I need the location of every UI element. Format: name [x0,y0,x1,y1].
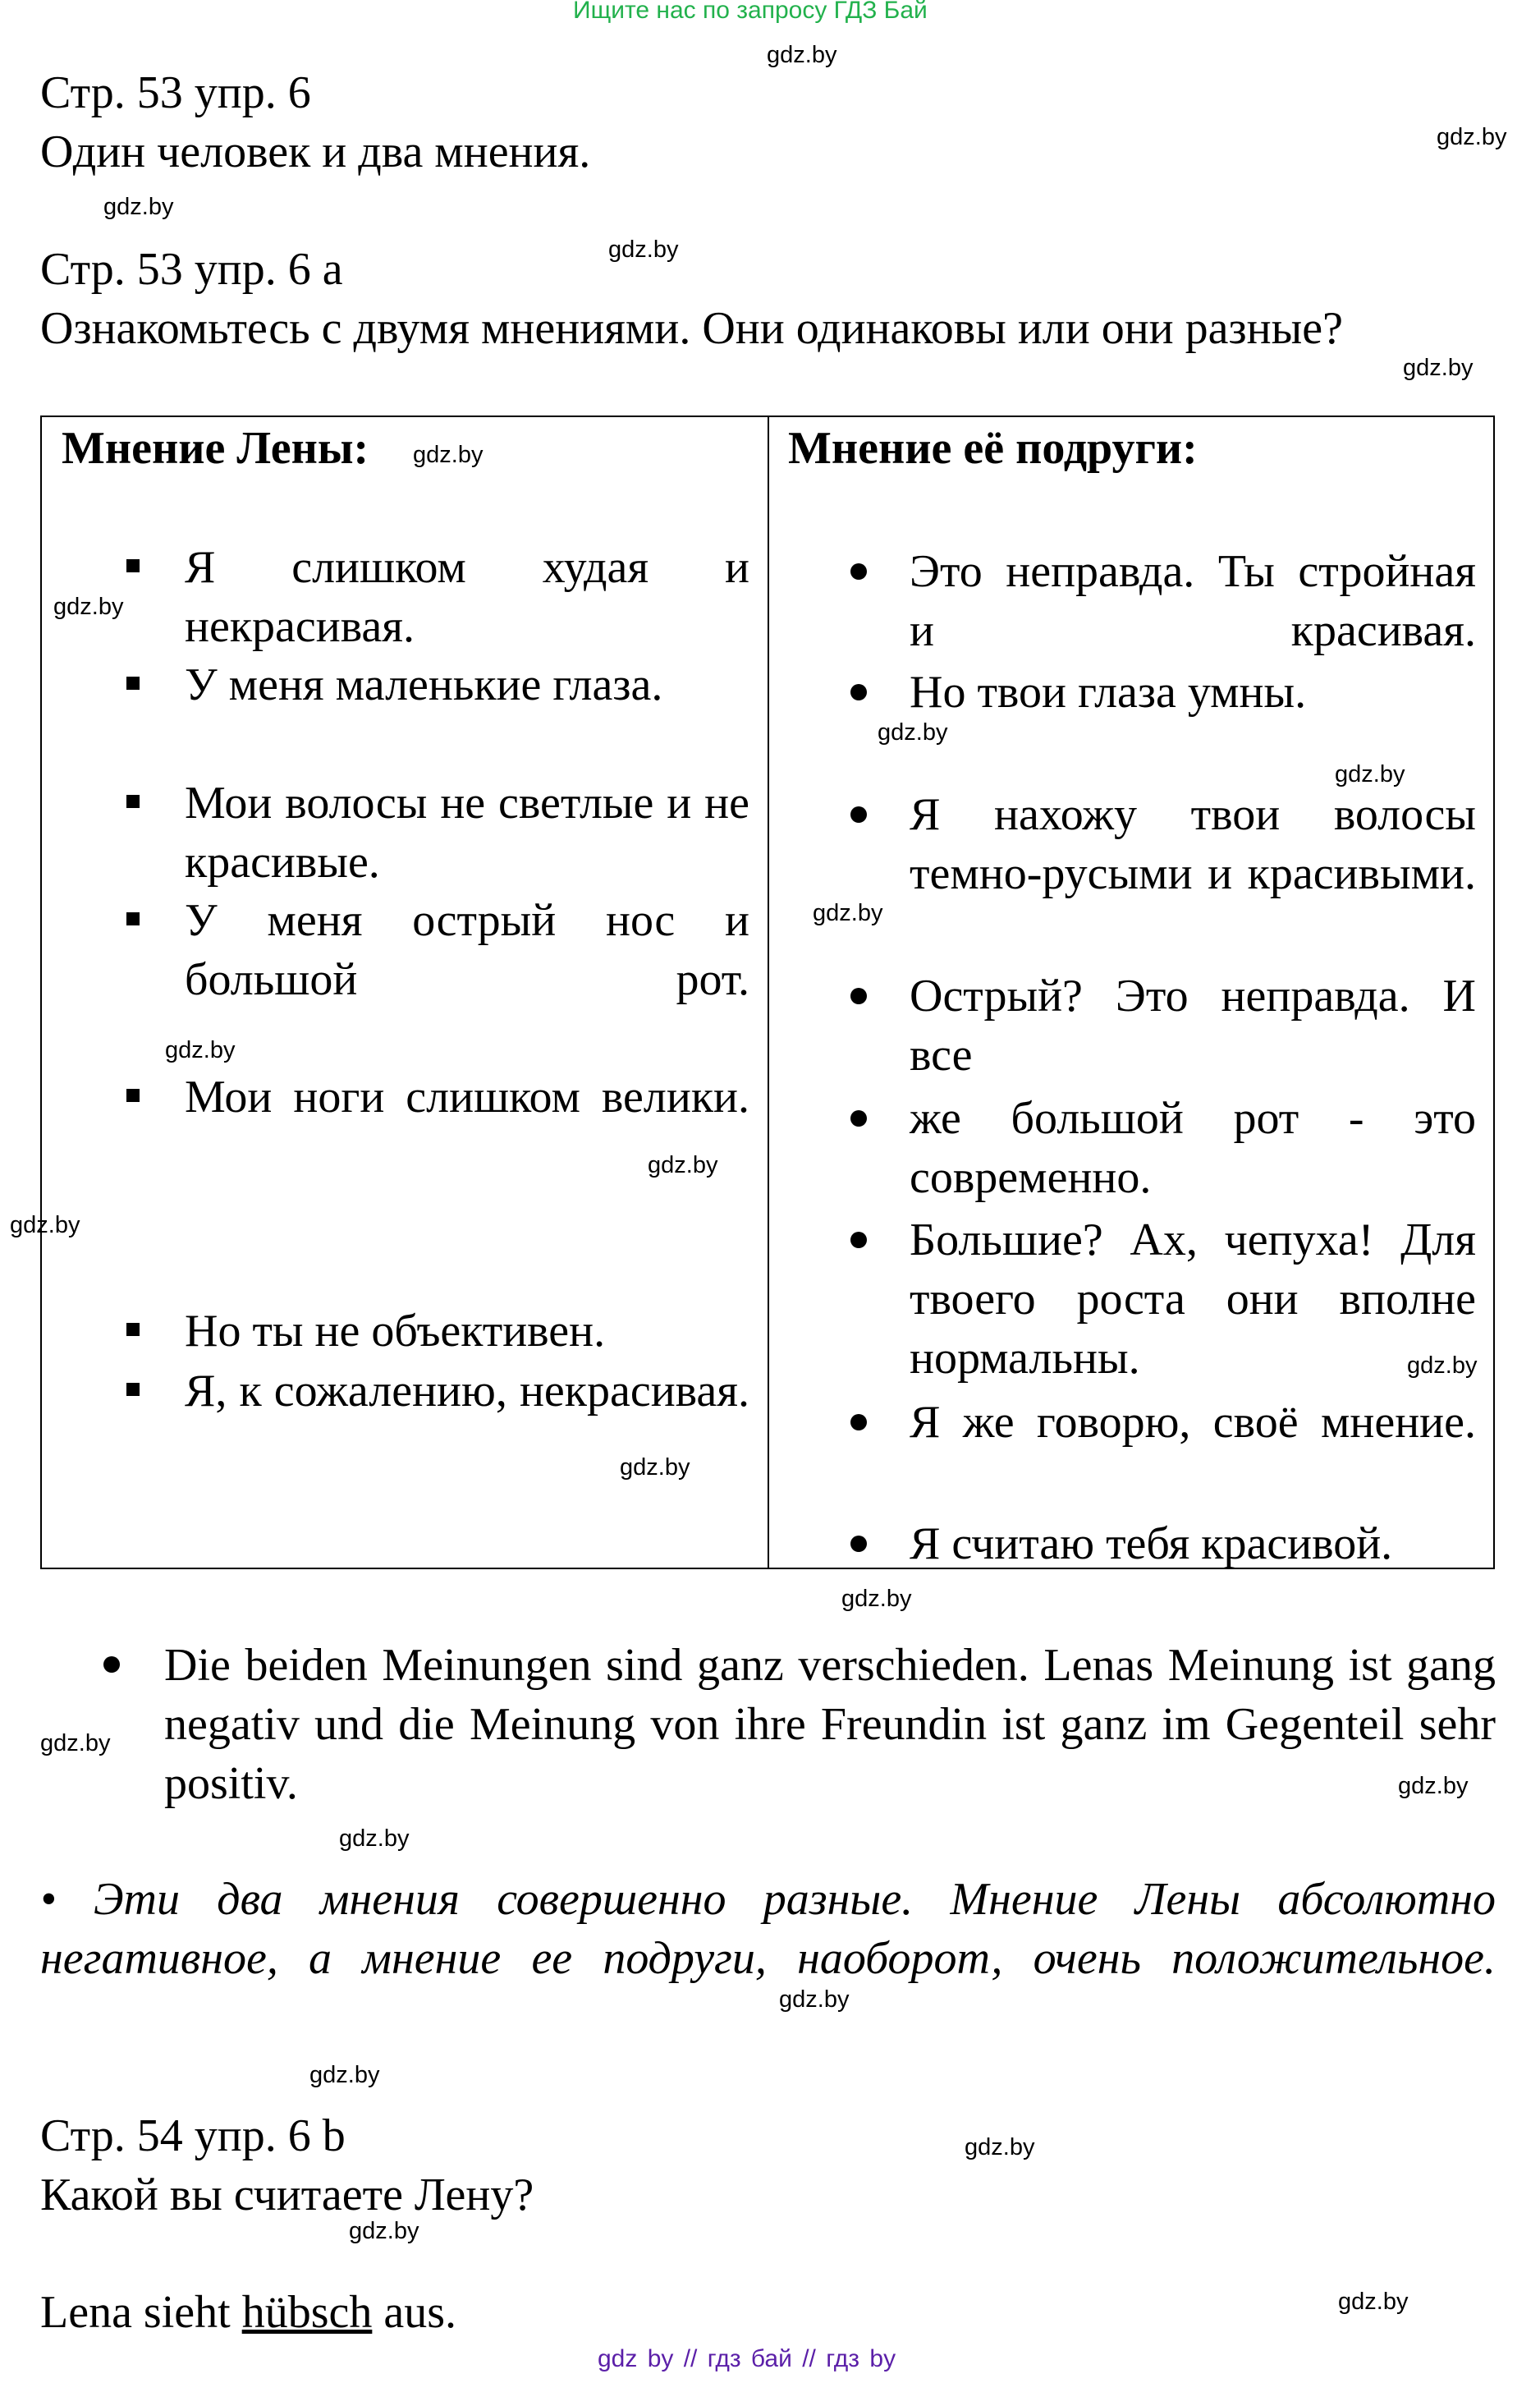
watermark: gdz.by [1335,761,1405,787]
top-banner: Ищите нас по запросу ГДЗ Бай [573,0,928,24]
bullet-dot-icon [103,1656,120,1673]
watermark: gdz.by [878,719,948,746]
exercise-6b-title: Стр. 54 упр. 6 b [40,2110,346,2161]
right-item-3: Я нахожу твои волосы темно-русыми и красивыми. [910,789,1476,899]
page-exercise-title: Стр. 53 упр. 6 [40,67,311,118]
exercise-6b-question: Какой вы считаете Лену? [40,2169,534,2220]
left-item-3: Мои волосы не светлые и не красивые. [185,778,749,888]
bullet-square-icon [126,1323,140,1336]
watermark: gdz.by [813,900,883,926]
bullet-dot-icon [850,806,867,823]
bullet-dot-icon [850,1536,867,1552]
left-item-7: Я, к сожалению, некрасивая. [185,1366,749,1416]
bottom-banner: gdz by // гдз бай // гдз by [598,2345,896,2372]
bullet-dot-icon [850,1232,867,1248]
bullet-dot-icon [850,684,867,700]
bullet-square-icon [126,795,140,808]
right-item-5: же большой рот - это современно. [910,1093,1476,1203]
right-item-4: Острый? Это неправда. И все [910,971,1476,1081]
watermark: gdz.by [1338,2289,1409,2315]
watermark: gdz.by [53,594,124,620]
left-item-2: У меня маленькие глаза. [185,659,663,710]
left-item-6: Но ты не объективен. [185,1306,606,1357]
final-answer-underlined: hübsch [241,2287,373,2338]
watermark: gdz.by [1407,1352,1478,1379]
watermark: gdz.by [1437,124,1507,150]
watermark: gdz.by [767,42,837,68]
final-answer [40,2283,456,2342]
exercise-6a-title: Стр. 53 упр. 6 a [40,244,343,295]
watermark: gdz.by [648,1152,718,1178]
bullet-dot-icon [850,1414,867,1430]
left-column-header: Мнение Лены: [62,423,369,474]
bullet-square-icon [126,677,140,690]
watermark: gdz.by [349,2218,419,2244]
left-item-4: У меня острый нос и большой рот. [185,895,749,1005]
right-item-7: Я же говорю, своё мнение. [910,1397,1476,1448]
bullet-dot-icon [850,988,867,1004]
final-answer-before: Lena sieht [40,2287,231,2338]
watermark: gdz.by [779,1986,850,2013]
exercise-6a-task: Ознакомьтесь с двумя мнениями. Они одинаковы или они разные? [40,303,1343,354]
bullet-dot-icon [850,563,867,580]
right-column-header: Мнение её подруги: [788,423,1198,474]
watermark: gdz.by [40,1730,111,1756]
right-item-2: Но твои глаза умны. [910,667,1307,718]
watermark: gdz.by [841,1586,912,1612]
final-answer-after: aus. [383,2287,456,2338]
left-item-1: Я слишком худая и некрасивая. [185,542,749,652]
watermark: gdz.by [620,1454,690,1481]
answer-russian: • Эти два мнения совершенно разные. Мнение Лены абсолютно негативное, а мнение ее подруги, наоборот, очень положительное. [40,1874,1496,1984]
bullet-square-icon [126,1383,140,1396]
table-divider [768,416,769,1569]
watermark: gdz.by [1403,355,1474,381]
exercise-subtitle: Один человек и два мнения. [40,126,591,177]
watermark: gdz.by [413,442,484,468]
watermark: gdz.by [608,236,679,263]
bullet-square-icon [126,912,140,925]
watermark: gdz.by [309,2062,380,2088]
bullet-dot-icon [850,1110,867,1127]
watermark: gdz.by [965,2134,1035,2160]
watermark: gdz.by [103,194,174,220]
right-item-8: Я считаю тебя красивой. [910,1518,1393,1569]
bullet-square-icon [126,1089,140,1102]
bullet-square-icon [126,559,140,572]
left-item-5: Мои ноги слишком велики. [185,1072,749,1123]
watermark: gdz.by [165,1037,236,1063]
right-item-6: Большие? Ах, чепуха! Для твоего роста они вполне нормальны. [910,1214,1476,1384]
answer-german: Die beiden Meinungen sind ganz verschieden. Lenas Meinung ist gang negativ und die Meinung von ihre Freundin ist ganz im Gegenteil sehr positiv. [164,1640,1496,1809]
watermark: gdz.by [10,1212,80,1238]
watermark: gdz.by [1398,1773,1469,1799]
watermark: gdz.by [339,1825,410,1852]
right-item-1: Это неправда. Ты стройная и красивая. [910,546,1476,656]
